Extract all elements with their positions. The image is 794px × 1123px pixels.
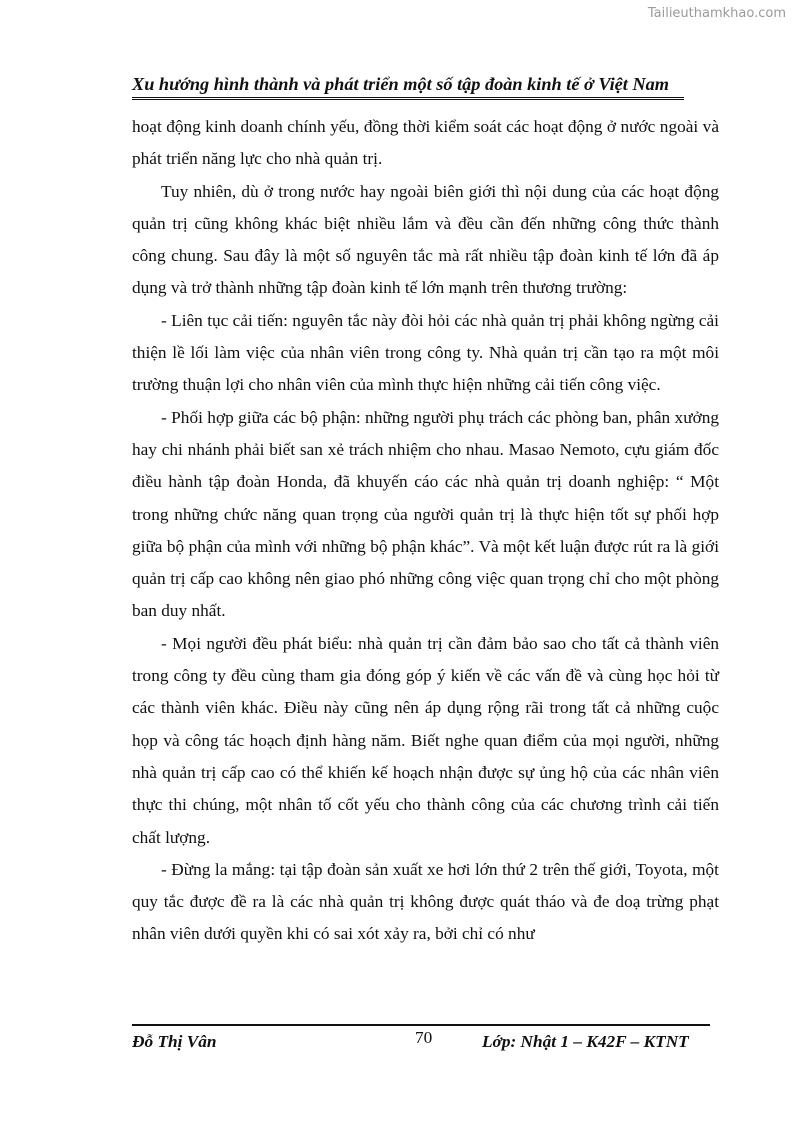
page-header: [132, 71, 684, 100]
paragraph: hoạt động kinh doanh chính yếu, đồng thời kiểm soát các hoạt động ở nước ngoài và phát triển năng lực cho nhà quản trị.: [132, 117, 719, 169]
paragraph: - Đừng la mắng: tại tập đoàn sản xuất xe hơi lớn thứ 2 trên thế giới, Toyota, một quy tắc được đề ra là các nhà quản trị không được quát tháo và đe doạ trừng phạt nhân viên dưới quyền khi có sai xót xảy ra, bởi chỉ có như: [132, 859, 719, 944]
footer-author: Đỗ Thị Vân: [132, 1032, 217, 1051]
page-number: 70: [415, 1028, 433, 1047]
paragraph: - Liên tục cải tiến: nguyên tắc này đòi hỏi các nhà quản trị phải không ngừng cải thiện lề lối làm việc của nhân viên trong công ty. Nhà quản trị cần tạo ra một môi trường thuận lợi cho nhân viên của mình thực hiện những cải tiến công việc.: [132, 310, 719, 395]
page-footer: [132, 1024, 710, 1058]
watermark: Tailieuthamkhao.com: [647, 6, 786, 21]
paragraph: - Phối hợp giữa các bộ phận: những người phụ trách các phòng ban, phân xưởng hay chi nhánh phải biết san xẻ trách nhiệm cho nhau. Masao Nemoto, cựu giám đốc điều hành tập đoàn Honda, đã khuyến cáo các nhà quản trị doanh nghiệp: “ Một trong những chức năng quan trọng của người quản trị là thực hiện tốt sự phối hợp giữa bộ phận của mình với những bộ phận khác”. Và một kết luận được rút ra là giới quản trị cấp cao không nên giao phó những công việc quan trọng chỉ cho một phòng ban duy nhất.: [132, 407, 719, 621]
paragraph: Tuy nhiên, dù ở trong nước hay ngoài biên giới thì nội dung của các hoạt động quản trị cũng không khác biệt nhiều lắm và đều cần đến những công thức thành công chung. Sau đây là một số nguyên tắc mà rất nhiều tập đoàn kinh tế lớn đã áp dụng và trở thành những tập đoàn kinh tế lớn mạnh trên thương trường:: [132, 181, 719, 298]
document-body: [132, 111, 719, 951]
paragraph: - Mọi người đều phát biểu: nhà quản trị cần đảm bảo sao cho tất cả thành viên trong công ty đều cùng tham gia đóng góp ý kiến về các vấn đề và cùng học hỏi từ các thành viên khác. Điều này cũng nên áp dụng rộng rãi trong tất cả những cuộc họp và công tác hoạch định hàng năm. Biết nghe quan điểm của mọi người, những nhà quản trị cấp cao có thể khiến kế hoạch nhận được sự ủng hộ của các nhân viên thực thi chúng, một nhân tố cốt yếu cho thành công của các chương trình cải tiến chất lượng.: [132, 633, 719, 847]
header-title: Xu hướng hình thành và phát triển một số tập đoàn kinh tế ở Việt Nam: [132, 74, 670, 94]
footer-class-info: Lớp: Nhật 1 – K42F – KTNT: [482, 1032, 689, 1051]
